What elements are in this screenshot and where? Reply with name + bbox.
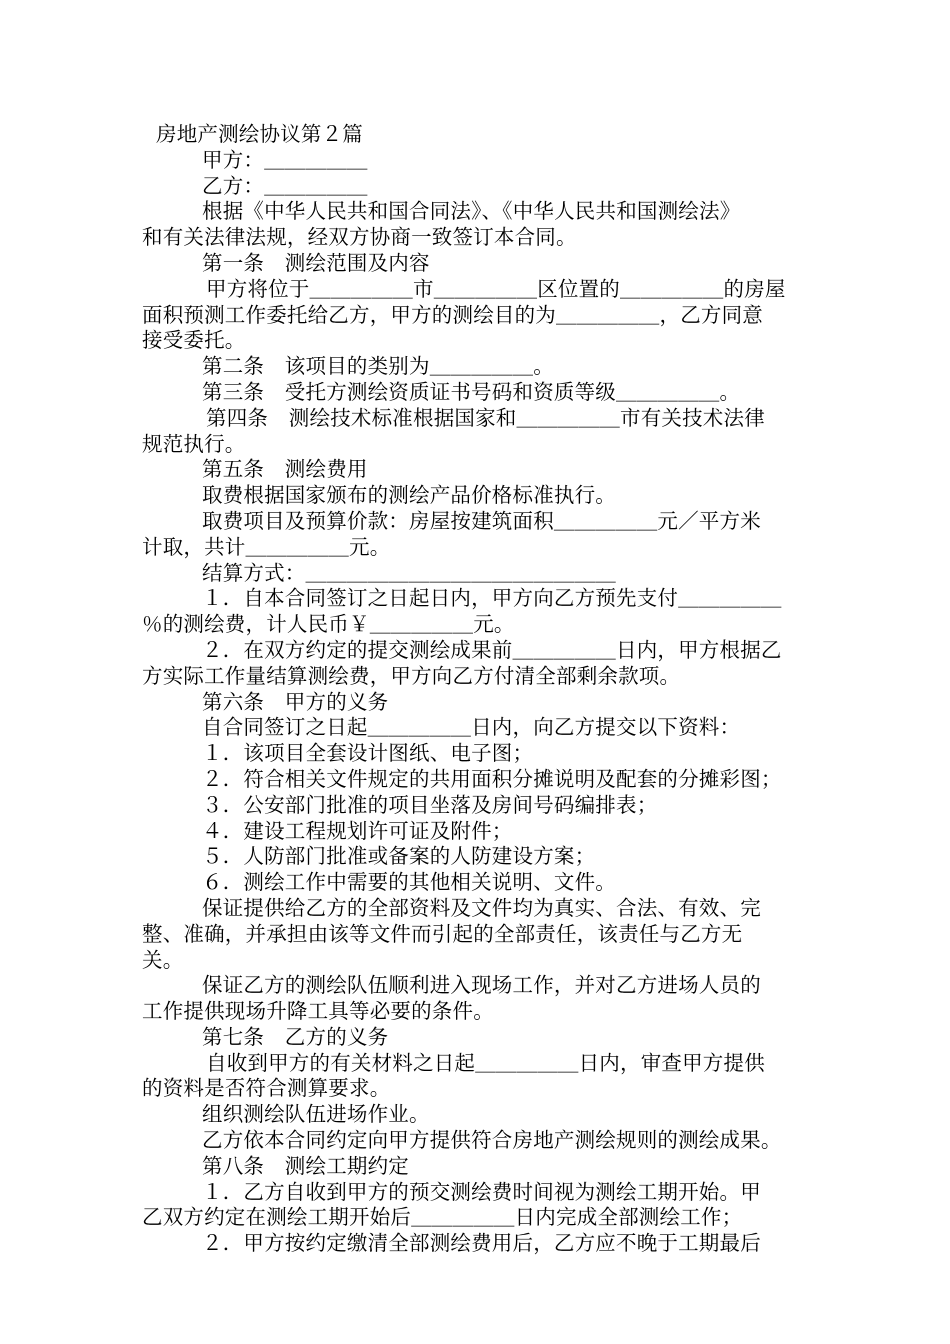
paragraph-line: 整、准确，并承担由该等文件而引起的全部责任，该责任与乙方无 <box>142 921 743 946</box>
list-item: ５．人防部门批准或备案的人防建设方案； <box>202 844 596 869</box>
list-item: ２．符合相关文件规定的共用面积分摊说明及配套的分摊彩图； <box>202 766 782 791</box>
list-item: ２．在双方约定的提交测绘成果前＿＿＿＿＿日内，甲方根据乙 <box>202 637 782 662</box>
paragraph-line: 关。 <box>142 947 184 972</box>
paragraph-line: 工作提供现场升降工具等必要的条件。 <box>142 999 494 1024</box>
paragraph-line: 组织测绘队伍进场作业。 <box>202 1102 430 1127</box>
article-heading: 第七条 乙方的义务 <box>202 1024 389 1049</box>
article-heading: 第五条 测绘费用 <box>202 457 368 482</box>
paragraph-line: 结算方式：＿＿＿＿＿＿＿＿＿＿＿＿＿＿＿ <box>202 560 616 585</box>
list-item: １．自本合同签订之日起日内，甲方向乙方预先支付＿＿＿＿＿ <box>202 586 782 611</box>
paragraph-line: 保证乙方的测绘队伍顺利进入现场工作，并对乙方进场人员的 <box>202 973 761 998</box>
paragraph-line: 计取，共计＿＿＿＿＿元。 <box>142 534 391 559</box>
paragraph-line: 取费项目及预算价款：房屋按建筑面积＿＿＿＿＿元／平方米 <box>202 508 761 533</box>
paragraph-line: 和有关法律法规，经双方协商一致签订本合同。 <box>142 225 577 250</box>
list-item: １．乙方自收到甲方的预交测绘费时间视为测绘工期开始。甲 <box>202 1179 761 1204</box>
paragraph-line: 根据《中华人民共和国合同法》、《中华人民共和国测绘法》 <box>202 199 741 224</box>
article-heading: 第六条 甲方的义务 <box>202 689 389 714</box>
paragraph-line: 方实际工作量结算测绘费，甲方向乙方付清全部剩余款项。 <box>142 663 681 688</box>
article-heading: 第二条 该项目的类别为＿＿＿＿＿。 <box>202 354 554 379</box>
paragraph-line: 的资料是否符合测算要求。 <box>142 1076 391 1101</box>
article-heading: 第三条 受托方测绘资质证书号码和资质等级＿＿＿＿＿。 <box>202 379 741 404</box>
party-a-line: 甲方：＿＿＿＿＿ <box>202 147 368 172</box>
paragraph-line: 面积预测工作委托给乙方，甲方的测绘目的为＿＿＿＿＿，乙方同意 <box>142 302 763 327</box>
list-item: ３．公安部门批准的项目坐落及房间号码编排表； <box>202 792 658 817</box>
paragraph-line: 规范执行。 <box>142 431 246 456</box>
paragraph-line: 乙双方约定在测绘工期开始后＿＿＿＿＿日内完成全部测绘工作； <box>142 1205 743 1230</box>
paragraph-line: 自收到甲方的有关材料之日起＿＿＿＿＿日内，审查甲方提供 <box>206 1050 765 1075</box>
paragraph-line: 自合同签订之日起＿＿＿＿＿日内，向乙方提交以下资料： <box>202 715 741 740</box>
article-heading: 第八条 测绘工期约定 <box>202 1153 409 1178</box>
article-heading: 第一条 测绘范围及内容 <box>202 250 430 275</box>
paragraph-line: 取费根据国家颁布的测绘产品价格标准执行。 <box>202 483 616 508</box>
list-item: ４．建设工程规划许可证及附件； <box>202 818 513 843</box>
document-body <box>142 122 814 1257</box>
document-title: 房地产测绘协议第２篇 <box>156 122 363 146</box>
paragraph-line: 甲方将位于＿＿＿＿＿市＿＿＿＿＿区位置的＿＿＿＿＿的房屋 <box>206 276 786 301</box>
article-heading: 第四条 测绘技术标准根据国家和＿＿＿＿＿市有关技术法律 <box>206 405 765 430</box>
paragraph-line: 接受委托。 <box>142 328 246 353</box>
paragraph-line: 乙方依本合同约定向甲方提供符合房地产测绘规则的测绘成果。 <box>202 1128 782 1153</box>
list-item: ６．测绘工作中需要的其他相关说明、文件。 <box>202 870 616 895</box>
list-item: ２．甲方按约定缴清全部测绘费用后，乙方应不晚于工期最后 <box>202 1231 761 1256</box>
paragraph-line: 保证提供给乙方的全部资料及文件均为真实、合法、有效、完 <box>202 895 761 920</box>
list-item: １．该项目全套设计图纸、电子图； <box>202 741 534 766</box>
party-b-line: 乙方：＿＿＿＿＿ <box>202 173 368 198</box>
paragraph-line: ％的测绘费，计人民币￥＿＿＿＿＿元。 <box>142 612 515 637</box>
